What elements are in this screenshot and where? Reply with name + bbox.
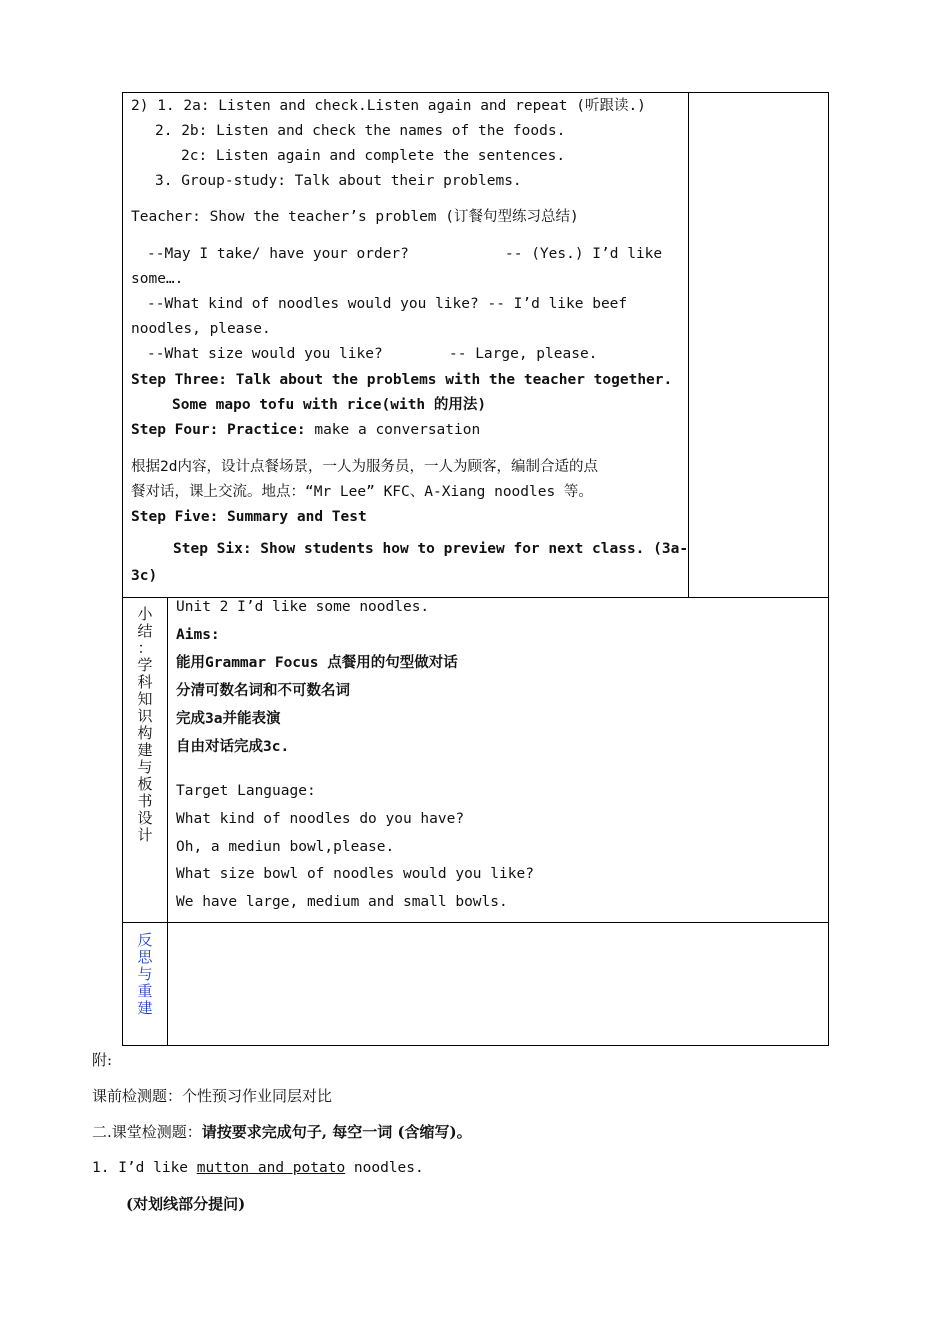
summary-label-char: ： [137, 639, 153, 657]
dialogue-line-5a: --What size would you like? [147, 346, 383, 362]
aim-1: 能用Grammar Focus 点餐用的句型做对话 [176, 655, 458, 671]
dialogue-line-3: --What kind of noodles would you like? -- I’d like beef [147, 296, 628, 312]
question-1-prefix: 1. I’d like [92, 1160, 197, 1176]
step-2b-line: 2. 2b: Listen and check the names of the foods. [155, 123, 566, 139]
step-four [131, 421, 480, 439]
summary-label-char: 计 [137, 826, 153, 844]
summary-label-char: 与 [137, 758, 153, 776]
question-1 [92, 1159, 424, 1177]
step-three: Step Three: Talk about the problems with the teacher together. [131, 372, 673, 388]
step-five: Step Five: Summary and Test [131, 509, 367, 525]
dialogue-line-1a: --May I take/ have your order? [147, 246, 409, 262]
reflection-row-label [134, 932, 156, 1017]
step-four-desc-1: 根据2d内容，设计点餐场景，一人为服务员，一人为顾客，编制合适的点 [131, 459, 598, 475]
step-six: Step Six: Show students how to preview for next class. (3a- [173, 541, 689, 557]
dialogue-line-2: some…. [131, 271, 184, 287]
summary-label-char: 板 [137, 775, 153, 793]
aim-4: 自由对话完成3c. [176, 739, 290, 755]
target-sentence-2: Oh, a mediun bowl,please. [176, 839, 395, 855]
step-three-example: Some mapo tofu with rice(with 的用法) [172, 397, 487, 413]
reflection-label-char: 建 [137, 999, 153, 1017]
summary-label-char: 识 [137, 707, 153, 725]
step-four-label: Step Four: Practice: [131, 422, 306, 438]
dialogue-line-4: noodles, please. [131, 321, 271, 337]
reflection-label-char: 思 [137, 948, 153, 966]
summary-label-char: 书 [137, 792, 153, 810]
class-test-instructions: 请按要求完成句子, 每空一词 (含缩写)。 [201, 1123, 472, 1141]
summary-label-char: 建 [137, 741, 153, 759]
summary-label-char: 学 [137, 656, 153, 674]
question-1-underlined: mutton and potato [196, 1160, 346, 1176]
unit-title: Unit 2 I’d like some noodles. [176, 599, 430, 615]
question-1-suffix: noodles. [345, 1160, 424, 1176]
reflection-cell [168, 923, 828, 1045]
step-2a-line: 2) 1. 2a: Listen and check.Listen again and repeat (听跟读.) [131, 98, 646, 114]
target-sentence-4: We have large, medium and small bowls. [176, 894, 508, 910]
summary-label-char: 设 [137, 809, 153, 827]
target-language-heading: Target Language: [176, 783, 316, 799]
question-1-note: (对划线部分提问) [126, 1195, 246, 1213]
teacher-line: Teacher: Show the teacher’s problem (订餐句型练习总结) [131, 209, 579, 225]
step-2c-line: 2c: Listen again and complete the sentences. [181, 148, 566, 164]
table-right-border [828, 92, 829, 1046]
dialogue-line-5b: -- Large, please. [449, 346, 598, 362]
step-six-cont: 3c) [131, 568, 158, 584]
reflection-label-char: 与 [137, 965, 153, 983]
dialogue-line-1b: -- (Yes.) I’d like [505, 246, 663, 262]
notes-column-divider [688, 92, 689, 598]
aim-3: 完成3a并能表演 [176, 711, 281, 727]
reflection-label-char: 反 [137, 931, 153, 949]
summary-label-char: 结 [137, 622, 153, 640]
target-sentence-3: What size bowl of noodles would you like? [176, 866, 534, 882]
pre-test-line: 课前检测题：个性预习作业同层对比 [92, 1087, 333, 1105]
group-study-line: 3. Group-study: Talk about their problems. [155, 173, 522, 189]
table-left-border [122, 92, 123, 1046]
table-top-border [122, 92, 829, 93]
class-test-prefix: 二.课堂检测题： [92, 1123, 202, 1141]
summary-label-char: 科 [137, 673, 153, 691]
summary-label-char: 知 [137, 690, 153, 708]
table-bottom-border [122, 1045, 829, 1046]
aim-2: 分清可数名词和不可数名词 [176, 683, 350, 699]
step-four-desc-2: 餐对话，课上交流。地点：“Mr Lee” KFC、A-Xiang noodles 等。 [131, 484, 593, 500]
class-test-line [92, 1123, 472, 1141]
appendix-title: 附: [92, 1051, 113, 1069]
summary-row-label [134, 606, 156, 844]
aims-heading: Aims: [176, 627, 220, 643]
summary-label-char: 小 [137, 605, 153, 623]
target-sentence-1: What kind of noodles do you have? [176, 811, 465, 827]
step-four-task: make a conversation [305, 422, 481, 438]
summary-label-char: 构 [137, 724, 153, 742]
reflection-label-char: 重 [137, 982, 153, 1000]
